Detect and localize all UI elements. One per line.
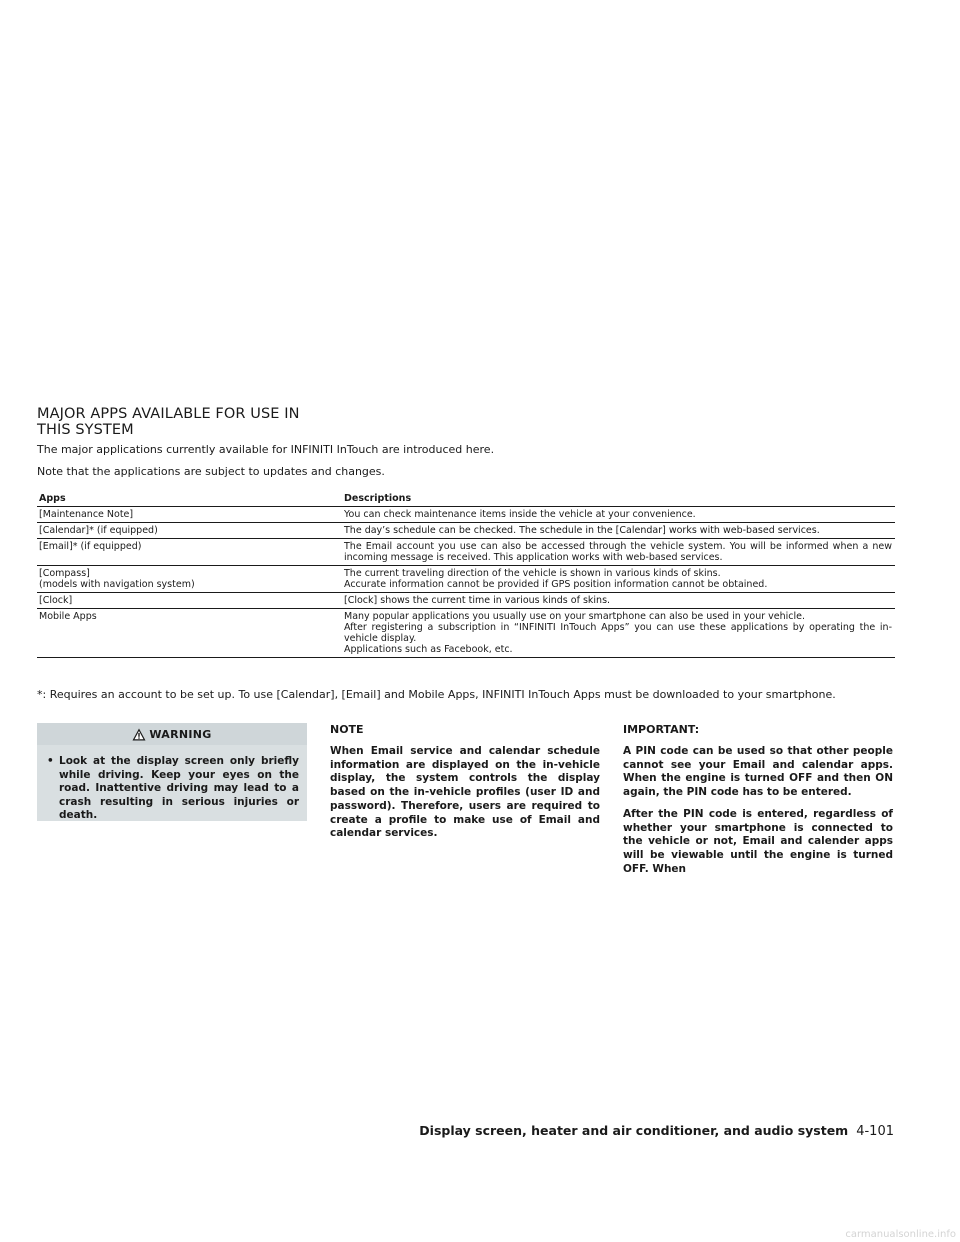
app-name-cell xyxy=(37,609,342,658)
table-row xyxy=(37,507,895,523)
app-description-line: After registering a subscription in “INFINITI InTouch Apps” you can use these applications by operating the in-vehicle display. xyxy=(344,622,892,644)
watermark: carmanualsonline.info xyxy=(845,1229,956,1240)
important-column xyxy=(623,723,893,884)
app-name-line: Mobile Apps xyxy=(39,611,97,622)
app-description-cell xyxy=(342,539,895,566)
app-description-cell xyxy=(342,593,895,609)
header-apps: Apps xyxy=(37,491,342,507)
app-name-line: (models with navigation system) xyxy=(39,579,195,590)
app-name-cell xyxy=(37,507,342,523)
app-description-cell xyxy=(342,566,895,593)
app-description-line: The day’s schedule can be checked. The schedule in the [Calendar] works with web-based services. xyxy=(344,525,820,536)
important-paragraph-2: After the PIN code is entered, regardless of whether your smartphone is connected to the vehicle or not, Email and calender apps will be viewable until the engine is turned OFF. When xyxy=(623,807,893,875)
warning-header xyxy=(37,723,307,745)
app-name-cell xyxy=(37,523,342,539)
app-description-cell xyxy=(342,609,895,658)
updates-notice: Note that the applications are subject to updates and changes. xyxy=(37,465,385,478)
chapter-title: Display screen, heater and air conditioner, and audio system xyxy=(419,1123,849,1138)
app-name-line: [Calendar]* (if equipped) xyxy=(39,525,158,536)
page-number: 4-101 xyxy=(856,1124,894,1139)
app-name-line: [Compass] xyxy=(39,568,90,579)
section-title xyxy=(37,406,300,438)
app-name-cell xyxy=(37,566,342,593)
note-title: NOTE xyxy=(330,723,364,736)
app-description-line: [Clock] shows the current time in various kinds of skins. xyxy=(344,595,611,606)
apps-table-body xyxy=(37,507,895,658)
header-descriptions: Descriptions xyxy=(342,491,895,507)
app-name-cell xyxy=(37,593,342,609)
app-description-cell xyxy=(342,507,895,523)
app-description-line: The Email account you use can also be accessed through the vehicle system. You will be informed when a new incoming message is received. This application works with web-based services. xyxy=(344,541,892,563)
app-name-line: [Clock] xyxy=(39,595,73,606)
table-row xyxy=(37,593,895,609)
app-description-line: Many popular applications you usually use on your smartphone can also be used in your vehicle. xyxy=(344,611,806,622)
table-row xyxy=(37,539,895,566)
app-description-line: The current traveling direction of the vehicle is shown in various kinds of skins. xyxy=(344,568,721,579)
apps-table xyxy=(37,491,895,658)
table-row xyxy=(37,566,895,593)
app-name-line: [Maintenance Note] xyxy=(39,509,134,520)
intro-paragraph: The major applications currently available for INFINITI InTouch are introduced here. xyxy=(37,443,495,456)
app-description-line: Applications such as Facebook, etc. xyxy=(344,644,513,655)
important-title: IMPORTANT: xyxy=(623,723,700,736)
table-row xyxy=(37,609,895,658)
app-name-line: [Email]* (if equipped) xyxy=(39,541,142,552)
app-name-cell xyxy=(37,539,342,566)
warning-box xyxy=(37,723,307,821)
warning-text: Look at the display screen only briefly while driving. Keep your eyes on the road. Inattentive driving may lead to a crash resulting in serious injuries or death. xyxy=(59,755,299,821)
note-text: When Email service and calendar schedule information are displayed on the in-vehicle display, the system controls the display based on the in-vehicle profiles (user ID and password). Therefore, users are required to create a profile to make use of Email and calendar services. xyxy=(330,745,600,840)
warning-item xyxy=(47,755,299,823)
app-description-cell xyxy=(342,523,895,539)
footnote: *: Requires an account to be set up. To use [Calendar], [Email] and Mobile Apps, INFINITI InTouch Apps must be downloaded to your smartphone. xyxy=(37,688,836,701)
app-description-line: Accurate information cannot be provided if GPS position information cannot be obtained. xyxy=(344,579,768,590)
page-footer xyxy=(419,1123,894,1139)
note-column xyxy=(330,723,600,849)
bullet: • xyxy=(47,755,54,767)
table-row xyxy=(37,523,895,539)
warning-triangle-icon xyxy=(132,728,146,741)
warning-title: WARNING xyxy=(149,727,212,741)
section-title-line2: THIS SYSTEM xyxy=(37,422,134,438)
app-description-line: You can check maintenance items inside the vehicle at your convenience. xyxy=(344,509,696,520)
important-paragraph-1: A PIN code can be used so that other people cannot see your Email and calendar apps. When the engine is turned OFF and then ON again, the PIN code has to be entered. xyxy=(623,745,893,799)
table-header-row xyxy=(37,491,895,507)
section-title-line1: MAJOR APPS AVAILABLE FOR USE IN xyxy=(37,406,300,422)
